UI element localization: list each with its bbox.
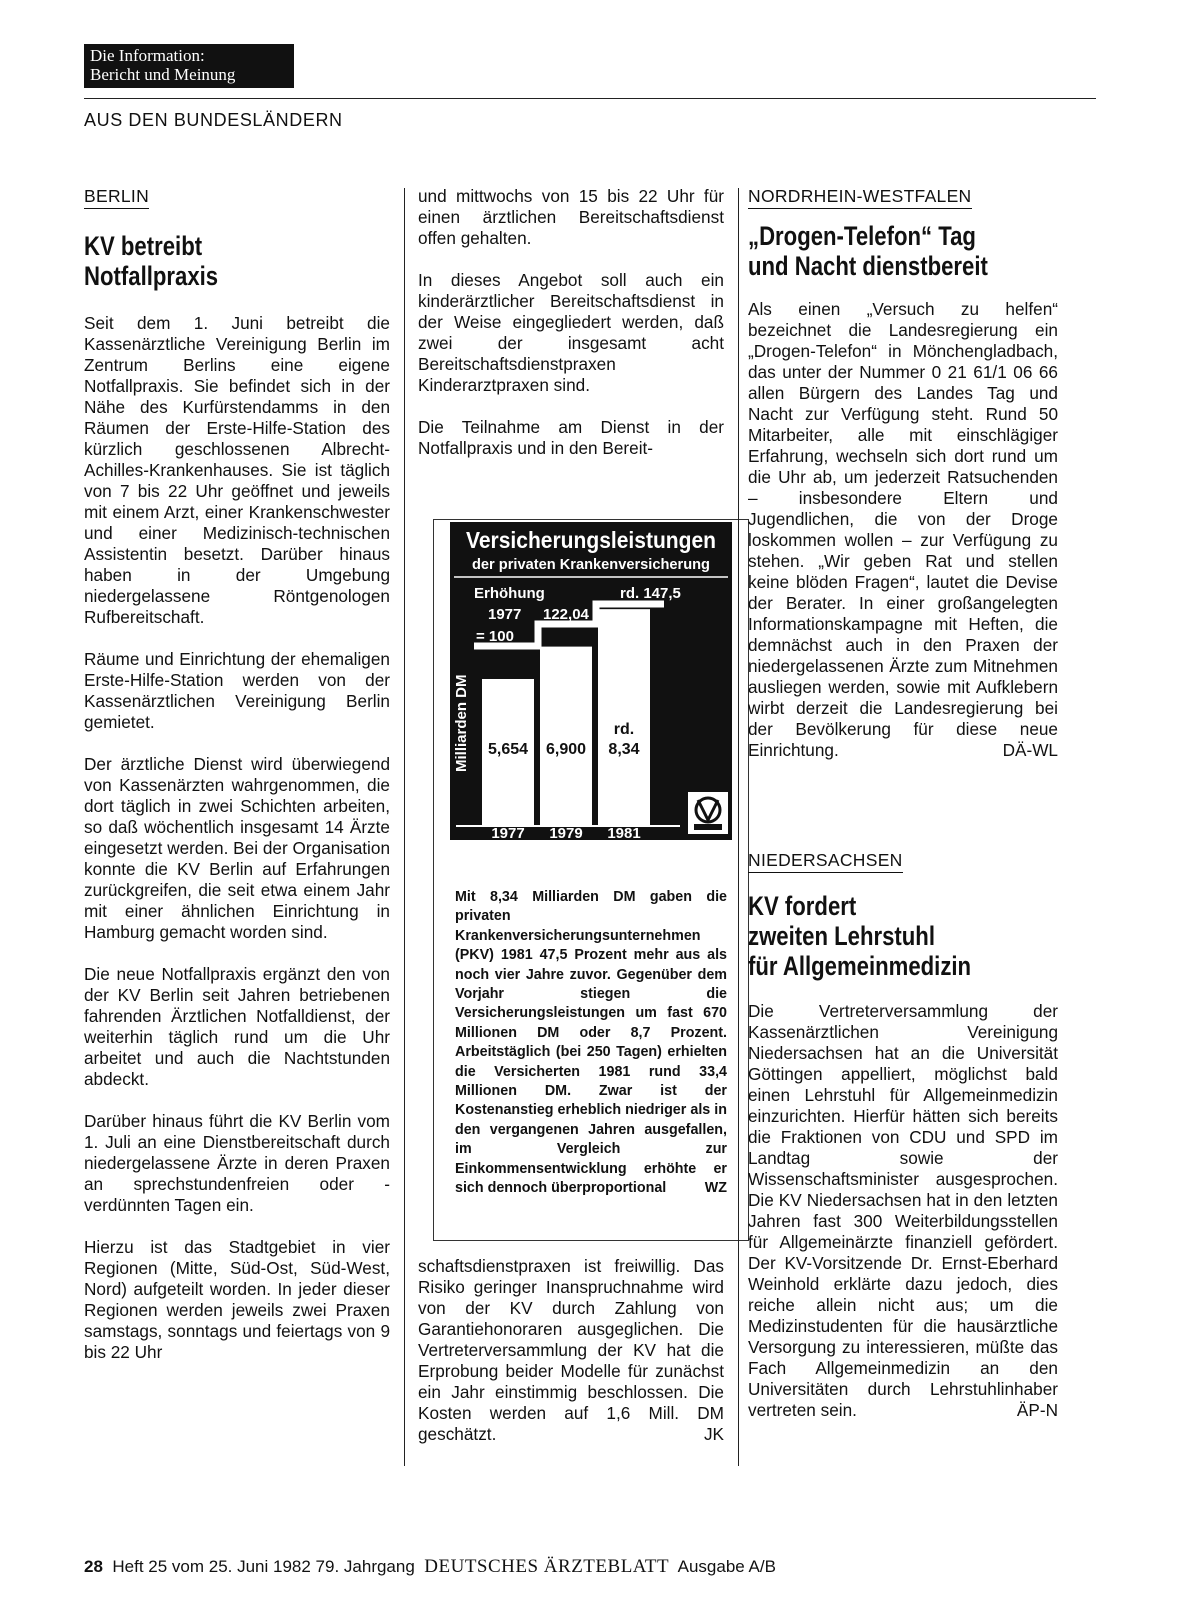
rubric-line-2: Bericht und Meinung: [90, 65, 236, 84]
bar-value-1979: 6,900: [545, 741, 587, 758]
chart-index-value-1979: 122,04: [543, 606, 589, 623]
kicker-berlin: BERLIN: [84, 186, 149, 209]
niedersachsen-paragraph: Die Vertreterversammlung der Kassenärztlichen Vereinigung Niedersachsen hat an die Universität Göttingen appelliert, möglichst bald einen Lehrstuhl für Allgemeinmedizin einzurichten. Hierfür hätten sich bereits die Fraktionen von CDU und SPD im Landtag sowie der Wissenschaftsminister ausgesprochen. Die KV Niedersachsen hat in den letzten Jahren fast 300 Weiterbildungsstellen für Allgemeinärzte finanziell gefördert. Der KV-Vorsitzende Dr. Ernst-Eberhard Weinhold erklärte dazu jedoch, dies reiche allein nicht aus; um die Medizinstudenten für die hausärztliche Versorgung zu interessieren, müßte das Fach Allgemeinmedizin an den Universitäten durch Lehrstuhlinhaber vertreten sein.: [748, 1001, 1058, 1420]
berlin-continued-paragraph: In dieses Angebot soll auch ein kinderärztlicher Bereitschaftsdienst in der Weise eingegliedert werden, daß zwei der insgesamt acht Bereitschaftsdienstpraxen Kinderarztpraxen sind.: [418, 270, 724, 395]
magazine-title: DEUTSCHES ÄRZTEBLATT: [424, 1556, 670, 1577]
headline-berlin-line-2: Notfallpraxis: [84, 261, 219, 291]
headline-niedersachsen: [748, 891, 1002, 981]
publisher-logo-icon: [688, 792, 728, 834]
kicker-nrw: NORDRHEIN-WESTFALEN: [748, 186, 972, 209]
chart-index-label-3: = 100: [476, 628, 514, 645]
niedersachsen-signature: ÄP-N: [1016, 1400, 1058, 1420]
chart-index-label-1: Erhöhung: [474, 585, 545, 602]
chart-caption-signature: WZ: [704, 1180, 727, 1197]
column-middle: [418, 186, 724, 459]
column-rule-2: [738, 188, 739, 1466]
nrw-signature: DÄ-WL: [1002, 740, 1058, 760]
headline-nrw-line-2: und Nacht dienstbereit: [748, 251, 988, 281]
chart-versicherungsleistungen: [450, 522, 732, 840]
section-title: AUS DEN BUNDESLÄNDERN: [84, 110, 343, 130]
x-tick-1977: 1977: [491, 825, 525, 840]
headline-nrw-line-1: „Drogen-Telefon“ Tag: [748, 221, 976, 251]
headline-niedersachsen-line-1: KV fordert: [748, 891, 857, 921]
berlin-paragraph: Seit dem 1. Juni betreibt die Kassenärztliche Vereinigung Berlin im Zentrum Berlins eine eigene Notfallpraxis. Sie befindet sich in der Nähe des Kurfürstendamms in den Räumen der Erste-Hilfe-Station des kürzlich geschlossenen Albrecht-Achilles-Krankenhauses. Sie ist täglich von 7 bis 22 Uhr geöffnet und jeweils mit einem Arzt, einer Krankenschwester und einer Medizinisch-technischen Assistentin besetzt. Darüber hinaus haben in der Umgebung niedergelassene Röntgenologen Rufbereitschaft.: [84, 313, 390, 627]
bar-value-prefix-1981: rd.: [613, 721, 635, 738]
berlin-continued-paragraph: Die Teilnahme am Dienst in der Notfallpraxis und in den Bereit-: [418, 417, 724, 458]
nrw-body: [748, 299, 1058, 761]
berlin-paragraph: Hierzu ist das Stadtgebiet in vier Regionen (Mitte, Süd-Ost, Süd-West, Nord) aufgeteilt worden. In jeder dieser Regionen werden jeweils zwei Praxen samstags, sonntags und feiertags von 9 bis 22 Uhr: [84, 1237, 390, 1362]
berlin-paragraph: Der ärztliche Dienst wird überwiegend von Kassenärzten wahrgenommen, die dort täglich in zwei Schichten arbeiten, so daß wöchentlich insgesamt 14 Ärzte eingesetzt werden. Bei der Organisation konnte die KV Berlin auf Erfahrungen zurückgreifen, die seit etwa einem Jahr mit einer ähnlichen Einrichtung in Hamburg gemacht worden sind.: [84, 754, 390, 942]
chart-caption-text: Mit 8,34 Milliarden DM gaben die privaten Krankenversicherungsunternehmen (PKV) 1981 47,5 Prozent mehr aus als noch vier Jahre zuvor. Gegenüber dem Vorjahr stiegen die Versicherungsleistungen um fast 670 Millionen DM oder 8,7 Prozent. Arbeitstäglich (bei 250 Tagen) erhielten die Versicherten 1981 rund 33,4 Millionen DM. Zwar ist der Kostenanstieg erheblich niedriger als in den vergangenen Jahren ausgefallen, im Vergleich zur Einkommensentwicklung erhöhte er sich dennoch überproportional: [455, 889, 727, 1197]
chart-caption: [455, 888, 727, 1199]
bar-1981: [598, 609, 650, 826]
headline-niedersachsen-line-2: zweiten Lehrstuhl: [748, 921, 935, 951]
berlin-signature: JK: [703, 1424, 724, 1444]
footer: [84, 1556, 776, 1578]
bar-value-1977: 5,654: [487, 741, 529, 758]
column-rule-1: [404, 188, 405, 1466]
chart-subtitle: der privaten Krankenversicherung: [472, 556, 710, 573]
rubric-line-1: Die Information:: [90, 46, 205, 65]
berlin-paragraph: Räume und Einrichtung der ehemaligen Erste-Hilfe-Station werden von der Kassenärztlichen Vereinigung Berlin gemietet.: [84, 649, 390, 732]
headline-niedersachsen-line-3: für Allgemeinmedizin: [748, 951, 972, 981]
headline-berlin-line-1: KV betreibt: [84, 231, 203, 261]
page-number: 28: [84, 1557, 103, 1576]
bar-value-1981: 8,34: [608, 741, 640, 758]
kicker-niedersachsen: NIEDERSACHSEN: [748, 850, 903, 873]
issue-info: Heft 25 vom 25. Juni 1982 79. Jahrgang: [112, 1557, 415, 1576]
berlin-paragraph: Darüber hinaus führt die KV Berlin vom 1. Juli an eine Dienstbereitschaft durch niedergelassene Ärzte in deren Praxen an sprechstundenfreien oder -verdünnten Tagen ein.: [84, 1111, 390, 1215]
headline-berlin: [84, 231, 335, 291]
column-right-bottom: [748, 850, 1058, 1421]
column-middle-bottom: [418, 1256, 724, 1445]
x-tick-1981: 1981: [607, 825, 641, 840]
berlin-paragraph: Die neue Notfallpraxis ergänzt den von der KV Berlin seit Jahren betriebenen fahrenden Ärztlichen Notfalldienst, der weiterhin täglich rund um die Uhr arbeitet und auch die Nachtstunden abdeckt.: [84, 964, 390, 1089]
chart-index-label-2: 1977: [488, 606, 522, 623]
berlin-body: [84, 313, 390, 1363]
column-berlin: [84, 186, 390, 1363]
nrw-paragraph: Als einen „Versuch zu helfen“ bezeichnet die Landesregierung ein „Drogen-Telefon“ in Mönchengladbach, das unter der Nummer 0 21 61/1 06 66 allen Bürgern des Landes Tag und Nacht zur Verfügung steht. Rund 50 Mitarbeiter, alle mit einschlägiger Erfahrung, wechseln sich dort rund um die Uhr ab, um jederzeit Ratsuchenden – insbesondere Eltern und Jugendlichen, die von der Droge loskommen wollen – zur Verfügung zu stehen. „Wir geben Rat und stellen keine blöden Fragen“, lautet die Devise der Berater. In einer großangelegten Informationskampagne mit Heften, die demnächst auch in den Praxen der niedergelassenen Ärzte zum Mitnehmen ausliegen werden, sowie mit Aufklebern wirbt derzeit die Landesregierung bei der Bevölkerung für diese neue Einrichtung.: [748, 299, 1058, 760]
berlin-final-paragraph: schaftsdienstpraxen ist freiwillig. Das Risiko geringer Inanspruchnahme wird von der KV durch Zahlung von Garantiehonoraren ausgeglichen. Die Vertreterversammlung der KV hat die Erprobung beider Modelle für zunächst ein Jahr einstimmig beschlossen. Die Kosten werden auf 1,6 Mill. DM geschätzt.: [418, 1256, 724, 1444]
chart-y-label: Milliarden DM: [453, 674, 470, 772]
column-right-top: [748, 186, 1058, 761]
rubric-stamp: [84, 44, 294, 88]
chart-title: Versicherungsleistungen: [466, 527, 716, 553]
headline-nrw: [748, 221, 1002, 281]
berlin-continued-paragraph: und mittwochs von 15 bis 22 Uhr für einen ärztlichen Bereitschaftsdienst offen gehalten.: [418, 186, 724, 248]
header-rule: [84, 98, 1096, 99]
x-tick-1979: 1979: [549, 825, 583, 840]
chart-index-value-1981: rd. 147,5: [620, 585, 681, 602]
edition: Ausgabe A/B: [677, 1557, 776, 1576]
bar-1979: [540, 647, 592, 826]
niedersachsen-body: [748, 1001, 1058, 1421]
